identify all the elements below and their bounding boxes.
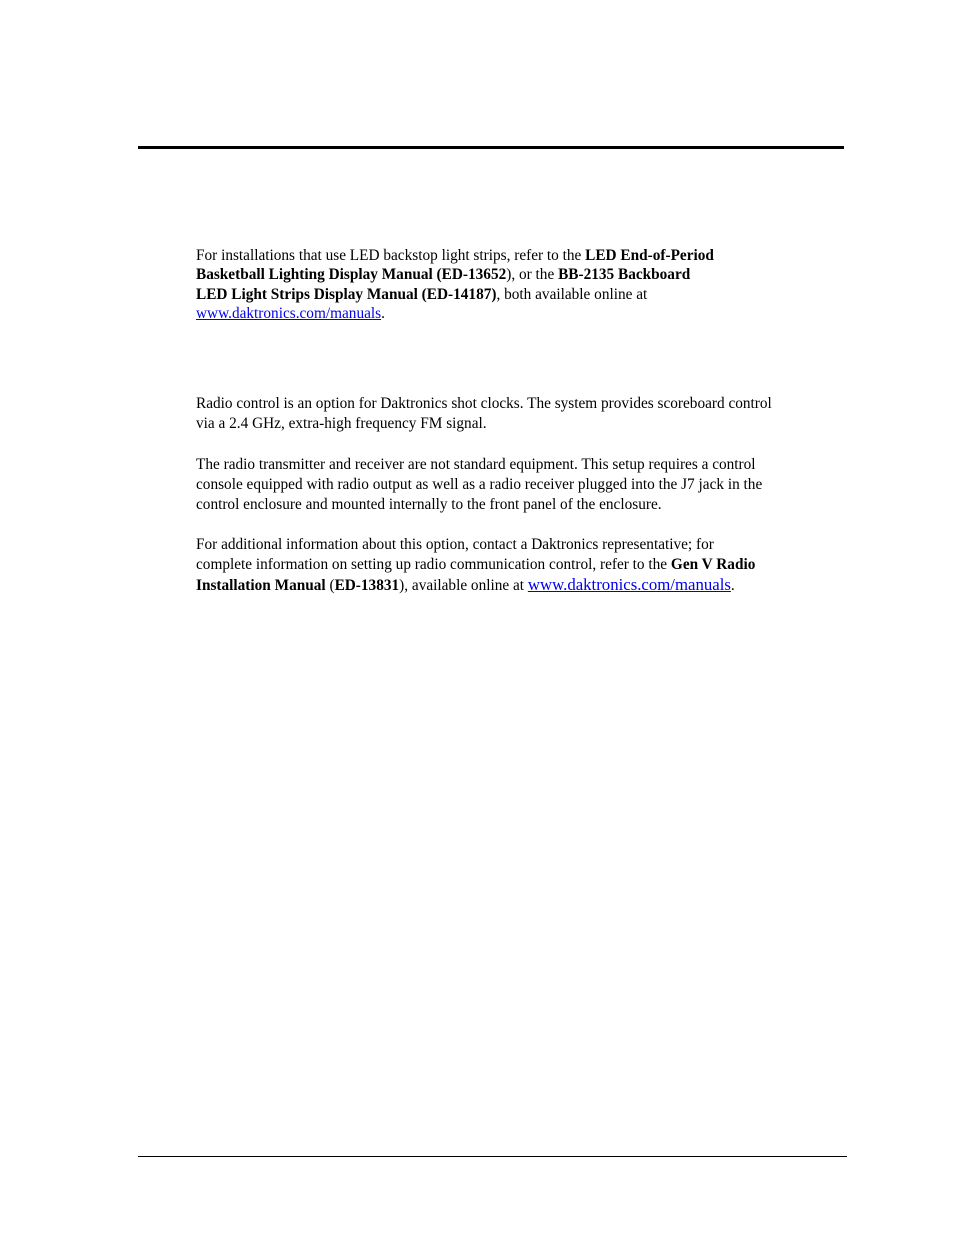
manual-title: Basketball Lighting Display Manual (ED-13652	[196, 266, 507, 284]
paragraph-line	[196, 246, 846, 265]
paragraph-text: complete information on setting up radio communication control, refer to the	[196, 556, 671, 573]
paragraph-line: control enclosure and mounted internally to the front panel of the enclosure.	[196, 496, 662, 513]
paragraph-text: For installations that use LED backstop light strips, refer to the	[196, 247, 586, 264]
led-strips-paragraph	[196, 246, 846, 323]
paragraph-line	[196, 285, 846, 304]
radio-equipment-paragraph	[196, 455, 846, 515]
manuals-link[interactable]: www.daktronics.com/manuals	[527, 575, 731, 594]
radio-intro-paragraph	[196, 394, 846, 434]
footer-rule	[138, 1156, 847, 1157]
paragraph-text: ), or the	[506, 266, 559, 284]
manual-title: LED Light Strips Display Manual (ED-14187)	[196, 285, 497, 303]
paragraph-line	[196, 555, 846, 575]
paragraph-line: console equipped with radio output as well as a radio receiver plugged into the J7 jack in the	[196, 476, 763, 493]
paragraph-text: ), available online at	[399, 577, 528, 594]
paragraph-line: For additional information about this option, contact a Daktronics representative; for	[196, 536, 714, 553]
paragraph-text: , both available online at	[496, 285, 648, 303]
manual-number: ED-13831	[334, 577, 400, 594]
paragraph-line: Radio control is an option for Daktronics shot clocks. The system provides scoreboard control	[196, 395, 772, 412]
manual-title: Gen V Radio	[670, 556, 756, 573]
paragraph-text: (	[325, 577, 335, 594]
paragraph-line	[196, 265, 846, 284]
paragraph-line: via a 2.4 GHz, extra-high frequency FM signal.	[196, 415, 487, 432]
paragraph-text: .	[381, 304, 385, 322]
paragraph-line: The radio transmitter and receiver are not standard equipment. This setup requires a control	[196, 456, 756, 473]
manual-title: LED End-of-Period	[585, 247, 714, 264]
manuals-link[interactable]: www.daktronics.com/manuals	[196, 304, 382, 322]
paragraph-line	[196, 304, 846, 323]
paragraph-line	[196, 575, 846, 596]
manual-title: Installation Manual	[196, 577, 326, 594]
radio-info-paragraph	[196, 535, 846, 596]
manual-title: BB-2135 Backboard	[558, 266, 691, 284]
paragraph-text: .	[730, 577, 735, 594]
header-rule	[138, 146, 844, 149]
